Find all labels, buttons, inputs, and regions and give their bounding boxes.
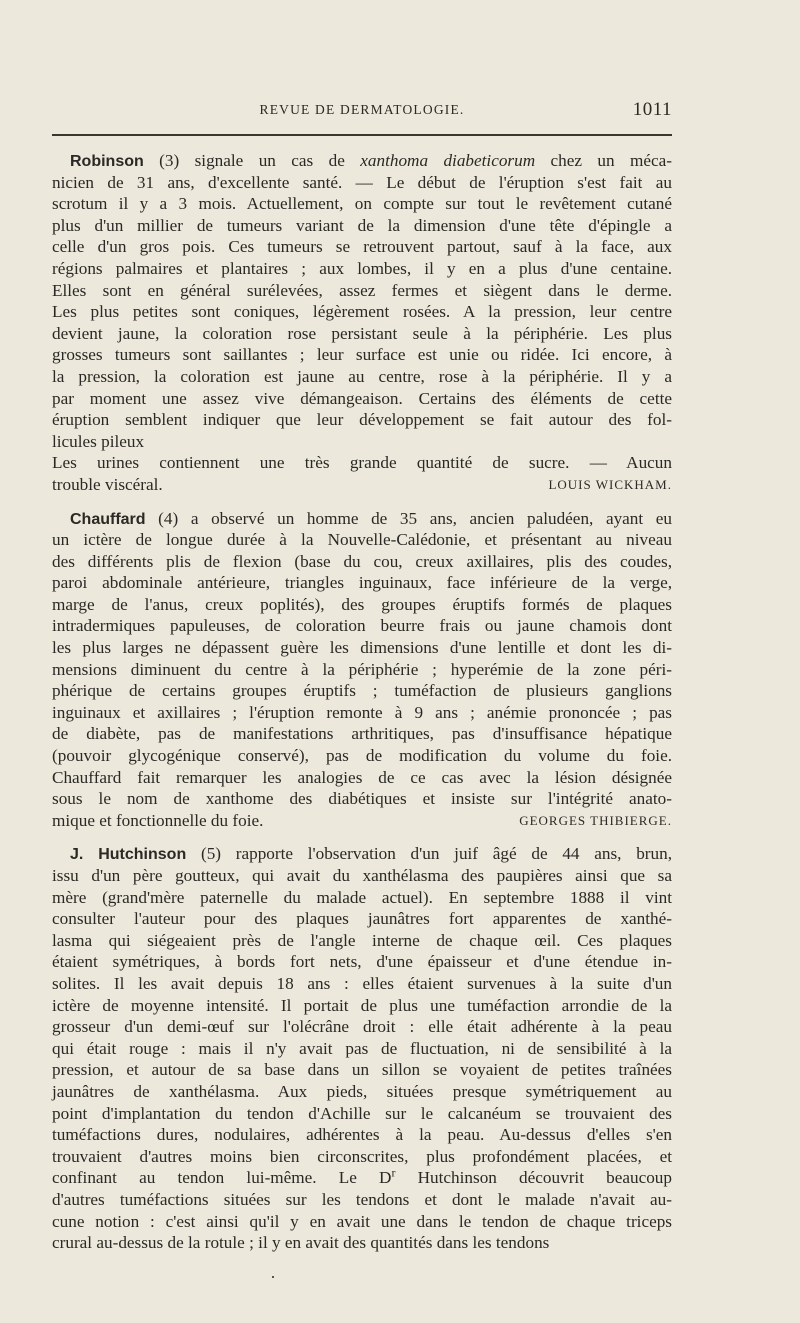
text-line	[52, 615, 672, 637]
text-segment: régions palmaires et plantaires ; aux lombes, il y en a plus d'une centaine.	[52, 258, 672, 278]
text-line	[52, 788, 672, 810]
text-segment: paroi abdominale antérieure, triangles inguinaux, face inférieure de la verge,	[52, 573, 672, 593]
text-line	[52, 767, 672, 789]
text-segment: grosseur d'un demi-œuf sur l'olécrâne droit : elle était adhérente à la peau	[52, 1017, 672, 1037]
author-name: Chauffard	[70, 510, 146, 528]
text-line	[52, 1081, 672, 1103]
text-line	[52, 1103, 672, 1125]
text-line	[52, 995, 672, 1017]
text-segment: trouble viscéral.	[52, 474, 163, 494]
text-line	[52, 745, 672, 767]
text-line	[52, 843, 672, 865]
text-segment: (4) a observé un homme de 35 ans, ancien paludéen, ayant eu	[145, 508, 672, 528]
text-segment: lasma qui siégeaient près de l'angle interne de chaque œil. Ces plaques	[52, 930, 672, 950]
running-title: REVUE DE DERMATOLOGIE.	[259, 102, 465, 117]
text-segment: (3) signale un cas de	[143, 151, 361, 170]
text-segment: pression, et autour de sa base dans un sillon se voyaient de petites traînées	[52, 1060, 672, 1080]
text-segment: devient jaune, la coloration rose persistant seule à la périphérie. Les plus	[52, 323, 672, 343]
text-segment: grosses tumeurs sont saillantes ; leur surface est unie ou ridée. Ici encore, à	[52, 345, 672, 365]
text-line	[52, 172, 672, 194]
text-segment: ictère de moyenne intensité. Il portait de plus une tuméfaction arrondie de la	[52, 995, 672, 1015]
text-segment: Les plus petites sont coniques, légèrement rosées. A la pression, leur centre	[52, 302, 672, 322]
text-segment: point d'implantation du tendon d'Achille sur le calcanéum se trouvaient des	[52, 1103, 672, 1123]
text-segment: Elles sont en général surélevées, assez fermes et siègent dans le derme.	[52, 280, 672, 300]
text-line	[52, 409, 672, 431]
text-segment: par moment une assez vive démangeaison. Certains des éléments de cette	[52, 388, 672, 408]
header-rule	[52, 134, 672, 136]
text-segment: (5) rapporte l'observation d'un juif âgé de 44 ans, brun,	[186, 844, 672, 864]
text-line	[52, 1189, 672, 1211]
text-line	[52, 637, 672, 659]
text-segment: Les urines contiennent une très grande quantité de sucre. — Aucun	[52, 453, 672, 473]
text-segment: scrotum il y a 3 mois. Actuellement, on compte sur tout le revêtement cutané	[52, 194, 672, 214]
text-line	[52, 431, 672, 453]
text-segment: (pouvoir glycogénique conservé), pas de modification du volume du foie.	[52, 746, 672, 766]
text-line	[52, 887, 672, 909]
text-line	[52, 1016, 672, 1038]
text-line	[52, 572, 672, 594]
text-segment: confinant au tendon lui-même. Le D	[52, 1168, 392, 1188]
text-segment: intradermiques papuleuses, de coloration beurre frais ou jaune chamois dont	[52, 616, 672, 636]
text-segment: jaunâtres de xanthélasma. Aux pieds, situées presque symétriquement au	[52, 1081, 672, 1101]
text-line	[52, 452, 672, 474]
text-segment: chez un méca-	[535, 151, 672, 170]
text-segment: mique et fonctionnelle du foie.	[52, 810, 264, 830]
text-segment: Chauffard fait remarquer les analogies de ce cas avec la lésion désignée	[52, 767, 672, 787]
text-line	[52, 973, 672, 995]
text-line	[52, 1038, 672, 1060]
text-line	[52, 474, 672, 496]
text-line	[52, 865, 672, 887]
text-line	[52, 1124, 672, 1146]
text-segment: celle d'un gros pois. Ces tumeurs se retrouvent partout, sauf à la face, aux	[52, 237, 672, 257]
text-line	[52, 215, 672, 237]
italic-term: xanthoma diabeticorum	[360, 151, 536, 170]
text-line	[52, 344, 672, 366]
text-segment: de diabète, pas de manifestations arthritiques, pas d'insuffisance hépatique	[52, 724, 672, 744]
text-line	[52, 1167, 672, 1189]
text-line	[52, 702, 672, 724]
text-line	[52, 594, 672, 616]
text-segment: plus d'un millier de tumeurs variant de la dimension d'une tête d'épingle a	[52, 215, 672, 235]
text-segment: éruption semblent indiquer que leur développement se fait autour des fol-	[52, 410, 672, 430]
body-text	[52, 150, 672, 1254]
text-segment: étaient symétriques, à bords fort nets, d'une épaisseur et d'une étendue in-	[52, 952, 672, 972]
author-name: Robinson	[70, 153, 144, 170]
text-line	[52, 193, 672, 215]
paragraph-gap	[52, 496, 672, 508]
text-line	[52, 301, 672, 323]
text-segment: la pression, la coloration est jaune au centre, rose à la périphérie. Il y a	[52, 366, 672, 386]
superscript: r	[391, 1165, 396, 1180]
paper-speck	[272, 1276, 274, 1278]
paragraph	[52, 843, 672, 1253]
text-line	[52, 680, 672, 702]
text-line	[52, 258, 672, 280]
paragraph-gap	[52, 831, 672, 843]
text-line	[52, 551, 672, 573]
text-line	[52, 659, 672, 681]
text-line	[52, 508, 672, 530]
text-segment: des différents plis de flexion (base du cou, creux axillaires, plis des coudes,	[52, 551, 672, 571]
text-segment: issu d'un père goutteux, qui avait du xanthélasma des paupières ainsi que sa	[52, 866, 672, 885]
text-segment: trouvaient d'autres moins bien circonscrites, plus profondément placées, et	[52, 1146, 672, 1166]
text-segment: qui était rouge : mais il n'y avait pas de fluctuation, ni de sensibilité à la	[52, 1038, 672, 1058]
text-line	[52, 723, 672, 745]
text-segment: d'autres tuméfactions situées sur les tendons et dont le malade n'avait au-	[52, 1189, 672, 1209]
text-segment: consulter l'auteur pour des plaques jaunâtres fort apparentes de xanthé-	[52, 909, 672, 929]
text-line	[52, 1146, 672, 1168]
text-segment: inguinaux et axillaires ; l'éruption remonte à 9 ans ; anémie prononcée ; pas	[52, 702, 672, 722]
text-line	[52, 150, 672, 172]
page-number: 1011	[632, 99, 672, 120]
text-segment: crural au-dessus de la rotule ; il y en avait des quantités dans les tendons	[52, 1233, 550, 1253]
text-segment: mensions diminuent du centre à la périphérie ; hyperémie de la zone péri-	[52, 659, 672, 679]
paragraph	[52, 508, 672, 832]
text-line	[52, 388, 672, 410]
author-signature: LOUIS WICKHAM.	[548, 476, 672, 492]
text-segment: cune notion : c'est ainsi qu'il y en avait une dans le tendon de chaque triceps	[52, 1211, 672, 1231]
text-line	[52, 951, 672, 973]
text-line	[52, 280, 672, 302]
text-segment: licules pileux	[52, 431, 145, 451]
text-segment: nicien de 31 ans, d'excellente santé. — Le début de l'éruption s'est fait au	[52, 172, 672, 192]
text-segment: les plus larges ne dépassent guère les dimensions d'une lentille et dont les di-	[52, 638, 672, 658]
text-segment: phérique de certains groupes éruptifs ; tuméfaction de plusieurs ganglions	[52, 681, 672, 701]
text-segment: Hutchinson découvrit beaucoup	[395, 1168, 672, 1188]
text-line	[52, 930, 672, 952]
paragraph	[52, 150, 672, 496]
author-signature: GEORGES THIBIERGE.	[519, 812, 672, 828]
author-name: J. Hutchinson	[70, 846, 187, 864]
text-line	[52, 529, 672, 551]
text-line	[52, 323, 672, 345]
text-segment: marge de l'anus, creux poplités), des groupes éruptifs formés de plaques	[52, 594, 672, 614]
text-segment: sous le nom de xanthome des diabétiques et insiste sur l'intégrité anato-	[52, 789, 672, 809]
text-line	[52, 1232, 672, 1254]
text-line	[52, 236, 672, 258]
text-segment: un ictère de longue durée à la Nouvelle-Calédonie, et présentant au niveau	[52, 530, 672, 550]
text-line	[52, 1059, 672, 1081]
text-segment: solites. Il les avait depuis 18 ans : elles étaient survenues à la suite d'un	[52, 973, 672, 993]
text-line	[52, 1211, 672, 1233]
text-line	[52, 366, 672, 388]
text-line	[52, 908, 672, 930]
text-line	[52, 810, 672, 832]
text-segment: tuméfactions dures, nodulaires, adhérentes à la peau. Au-dessus d'elles s'en	[52, 1125, 672, 1145]
text-segment: mère (grand'mère paternelle du malade actuel). En septembre 1888 il vint	[52, 887, 672, 907]
page-header	[52, 100, 672, 124]
